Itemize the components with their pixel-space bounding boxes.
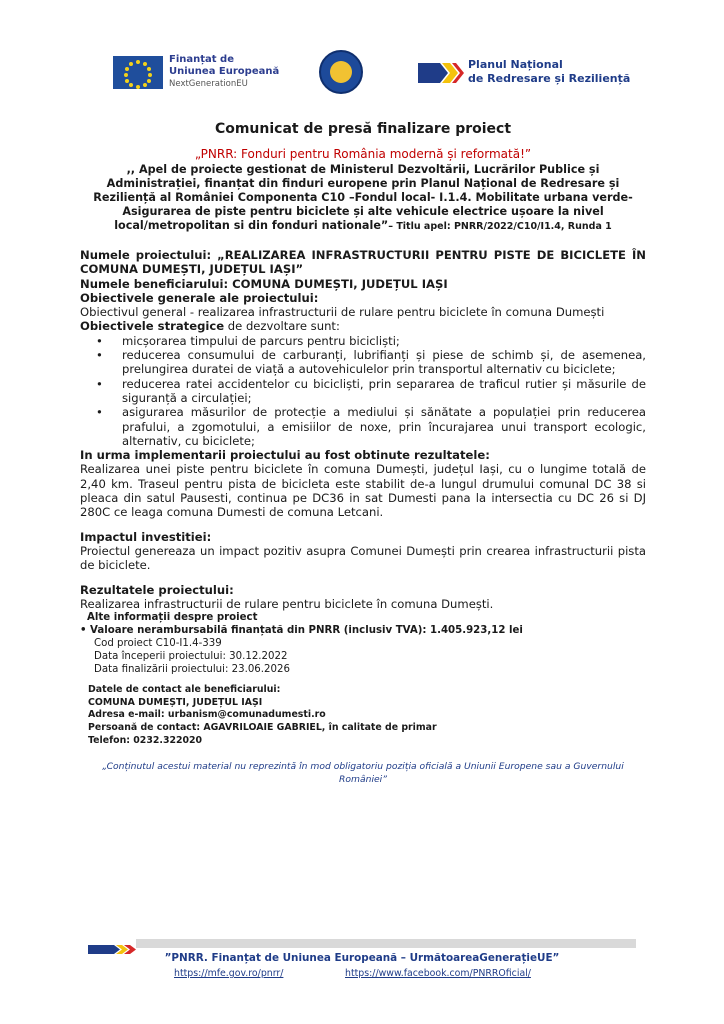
pnrr-logo bbox=[418, 56, 638, 96]
results-text: Realizarea unei piste pentru biciclete în comuna Dumești, județul Iași, cu o lungime totală de 2,40 km. Traseul pentru pista de bicicleta este stabilit de-a lungul drumului comunal DC 38 si pleaca din satul Pausesti, continua pe DC36 in sat Dumesti pana la intersectia cu DC 26 si DJ 280C ce leaga comuna Dumesti de comuna Letcani. bbox=[80, 462, 646, 520]
contact-heading: Datele de contact ale beneficiarului: bbox=[88, 684, 281, 696]
contact-details bbox=[80, 684, 646, 747]
eu-line3: NextGenerationEU bbox=[169, 79, 248, 89]
eu-line1: Finanțat de bbox=[169, 54, 234, 65]
slogan: „PNRR: Fonduri pentru România modernă și reformată!” bbox=[194, 147, 532, 161]
list-item: • asigurarea măsurilor de protecție a mediului și sănătate a populației prin reducerea prafului, a zgomotului, a emisiilor de noxe, prin încurajarea unui transport ecologic, alternativ, cu biciclete; bbox=[110, 405, 646, 448]
pnrr-arrow-icon bbox=[418, 60, 464, 86]
project-name: Numele proiectului: „REALIZAREA INFRASTRUCTURII PENTRU PISTE DE BICICLETE ÎN COMUNA DUMEȘTI, JUDEȚUL IAȘI” bbox=[80, 248, 646, 277]
strategic-objectives-intro bbox=[80, 319, 646, 333]
list-item: • reducerea ratei accidentelor cu bicicliști, prin separarea de traficul rutier și măsurile de siguranță a circulației; bbox=[110, 377, 646, 406]
eu-logo bbox=[113, 54, 303, 94]
info-heading: Alte informații despre proiect bbox=[87, 612, 258, 624]
pnrr-line1: Planul Național bbox=[468, 58, 563, 71]
strategic-bold: Obiectivele strategice bbox=[80, 319, 225, 334]
beneficiary: Numele beneficiarului: COMUNA DUMEȘTI, JUDEȚUL IAȘI bbox=[80, 276, 448, 291]
link-facebook[interactable]: https://www.facebook.com/PNRROficial/ bbox=[345, 968, 531, 979]
project-info bbox=[80, 611, 646, 676]
eu-line2: Uniunea Europeană bbox=[169, 66, 280, 77]
info-code: Cod proiect C10-I1.4-339 bbox=[94, 638, 222, 650]
eu-flag-icon bbox=[113, 56, 163, 89]
call-description bbox=[80, 163, 646, 234]
project-results-text: Realizarea infrastructurii de rulare pentru biciclete în comuna Dumești. bbox=[80, 596, 494, 611]
impact-text: Proiectul genereaza un impact pozitiv asupra Comunei Dumești prin crearea infrastructurii pista de biciclete. bbox=[80, 543, 646, 573]
footer-tagline: ”PNRR. Finanțat de Uniunea Europeană – UrmătoareaGenerațieUE” bbox=[164, 952, 560, 964]
call-title: – Titlu apel: PNRR/2022/C10/I1.4, Runda 1 bbox=[388, 221, 612, 232]
info-value: • Valoare nerambursabilă finanțată din PNRR (inclusiv TVA): 1.405.923,12 lei bbox=[80, 625, 523, 637]
results-heading: In urma implementarii proiectului au fost obtinute rezultatele: bbox=[80, 448, 490, 463]
info-end-date: Data finalizării proiectului: 23.06.2026 bbox=[94, 664, 290, 676]
contact-email: Adresa e-mail: urbanism@comunadumesti.ro bbox=[88, 709, 326, 721]
document-body bbox=[80, 121, 646, 795]
government-seal-icon bbox=[319, 50, 363, 94]
pnrr-logo-text bbox=[468, 58, 630, 86]
contact-person: Persoană de contact: AGAVRILOAIE GABRIEL, în calitate de primar bbox=[88, 721, 437, 733]
list-item: • micșorarea timpului de parcurs pentru bicicliști; bbox=[110, 334, 646, 348]
link-mfe[interactable]: https://mfe.gov.ro/pnrr/ bbox=[174, 968, 284, 979]
pnrr-line2: de Redresare și Reziliență bbox=[468, 72, 631, 85]
contact-name: COMUNA DUMEȘTI, JUDEȚUL IAȘI bbox=[88, 696, 263, 708]
disclaimer: „Conținutul acestui material nu reprezintă în mod obligatoriu poziția oficială a Uniunii Europene sau a Guvernului României” bbox=[102, 761, 624, 785]
call-text: ,, Apel de proiecte gestionat de Ministerul Dezvoltării, Lucrărilor Publice și Administrației, finanțat din finduri europene prin Planul Național de Redresare și Reziliență al României Componenta C10 –Fondul local- I.1.4. Mobilitate urbana verde- Asigurarea de piste pentru biciclete și alte vehicule electrice ușoare la nivel local/metropolitan si din fonduri nationale” bbox=[93, 163, 633, 232]
impact-heading: Impactul investitiei: bbox=[80, 529, 212, 544]
objectives-list bbox=[80, 334, 646, 448]
page-title: Comunicat de presă finalizare proiect bbox=[214, 121, 512, 137]
project-details bbox=[80, 248, 646, 611]
header-logos bbox=[0, 46, 724, 106]
general-objectives-heading: Obiectivele generale ale proiectului: bbox=[80, 290, 319, 305]
contact-phone: Telefon: 0232.322020 bbox=[88, 734, 203, 746]
info-start-date: Data începerii proiectului: 30.12.2022 bbox=[94, 651, 288, 663]
footer-bar bbox=[88, 939, 636, 948]
general-objectives-text: Obiectivul general - realizarea infrastructurii de rulare pentru biciclete în comuna Dumești bbox=[80, 305, 605, 320]
project-results-heading: Rezultatele proiectului: bbox=[80, 582, 234, 597]
strategic-rest: de dezvoltare sunt: bbox=[224, 319, 340, 334]
list-item: • reducerea consumului de carburanți, lubrifianți și piese de schimb și, de asemenea, prelungirea duratei de viață a autovehiculelor prin transportul alternativ cu biciclete; bbox=[110, 348, 646, 377]
eu-logo-text bbox=[169, 54, 279, 90]
